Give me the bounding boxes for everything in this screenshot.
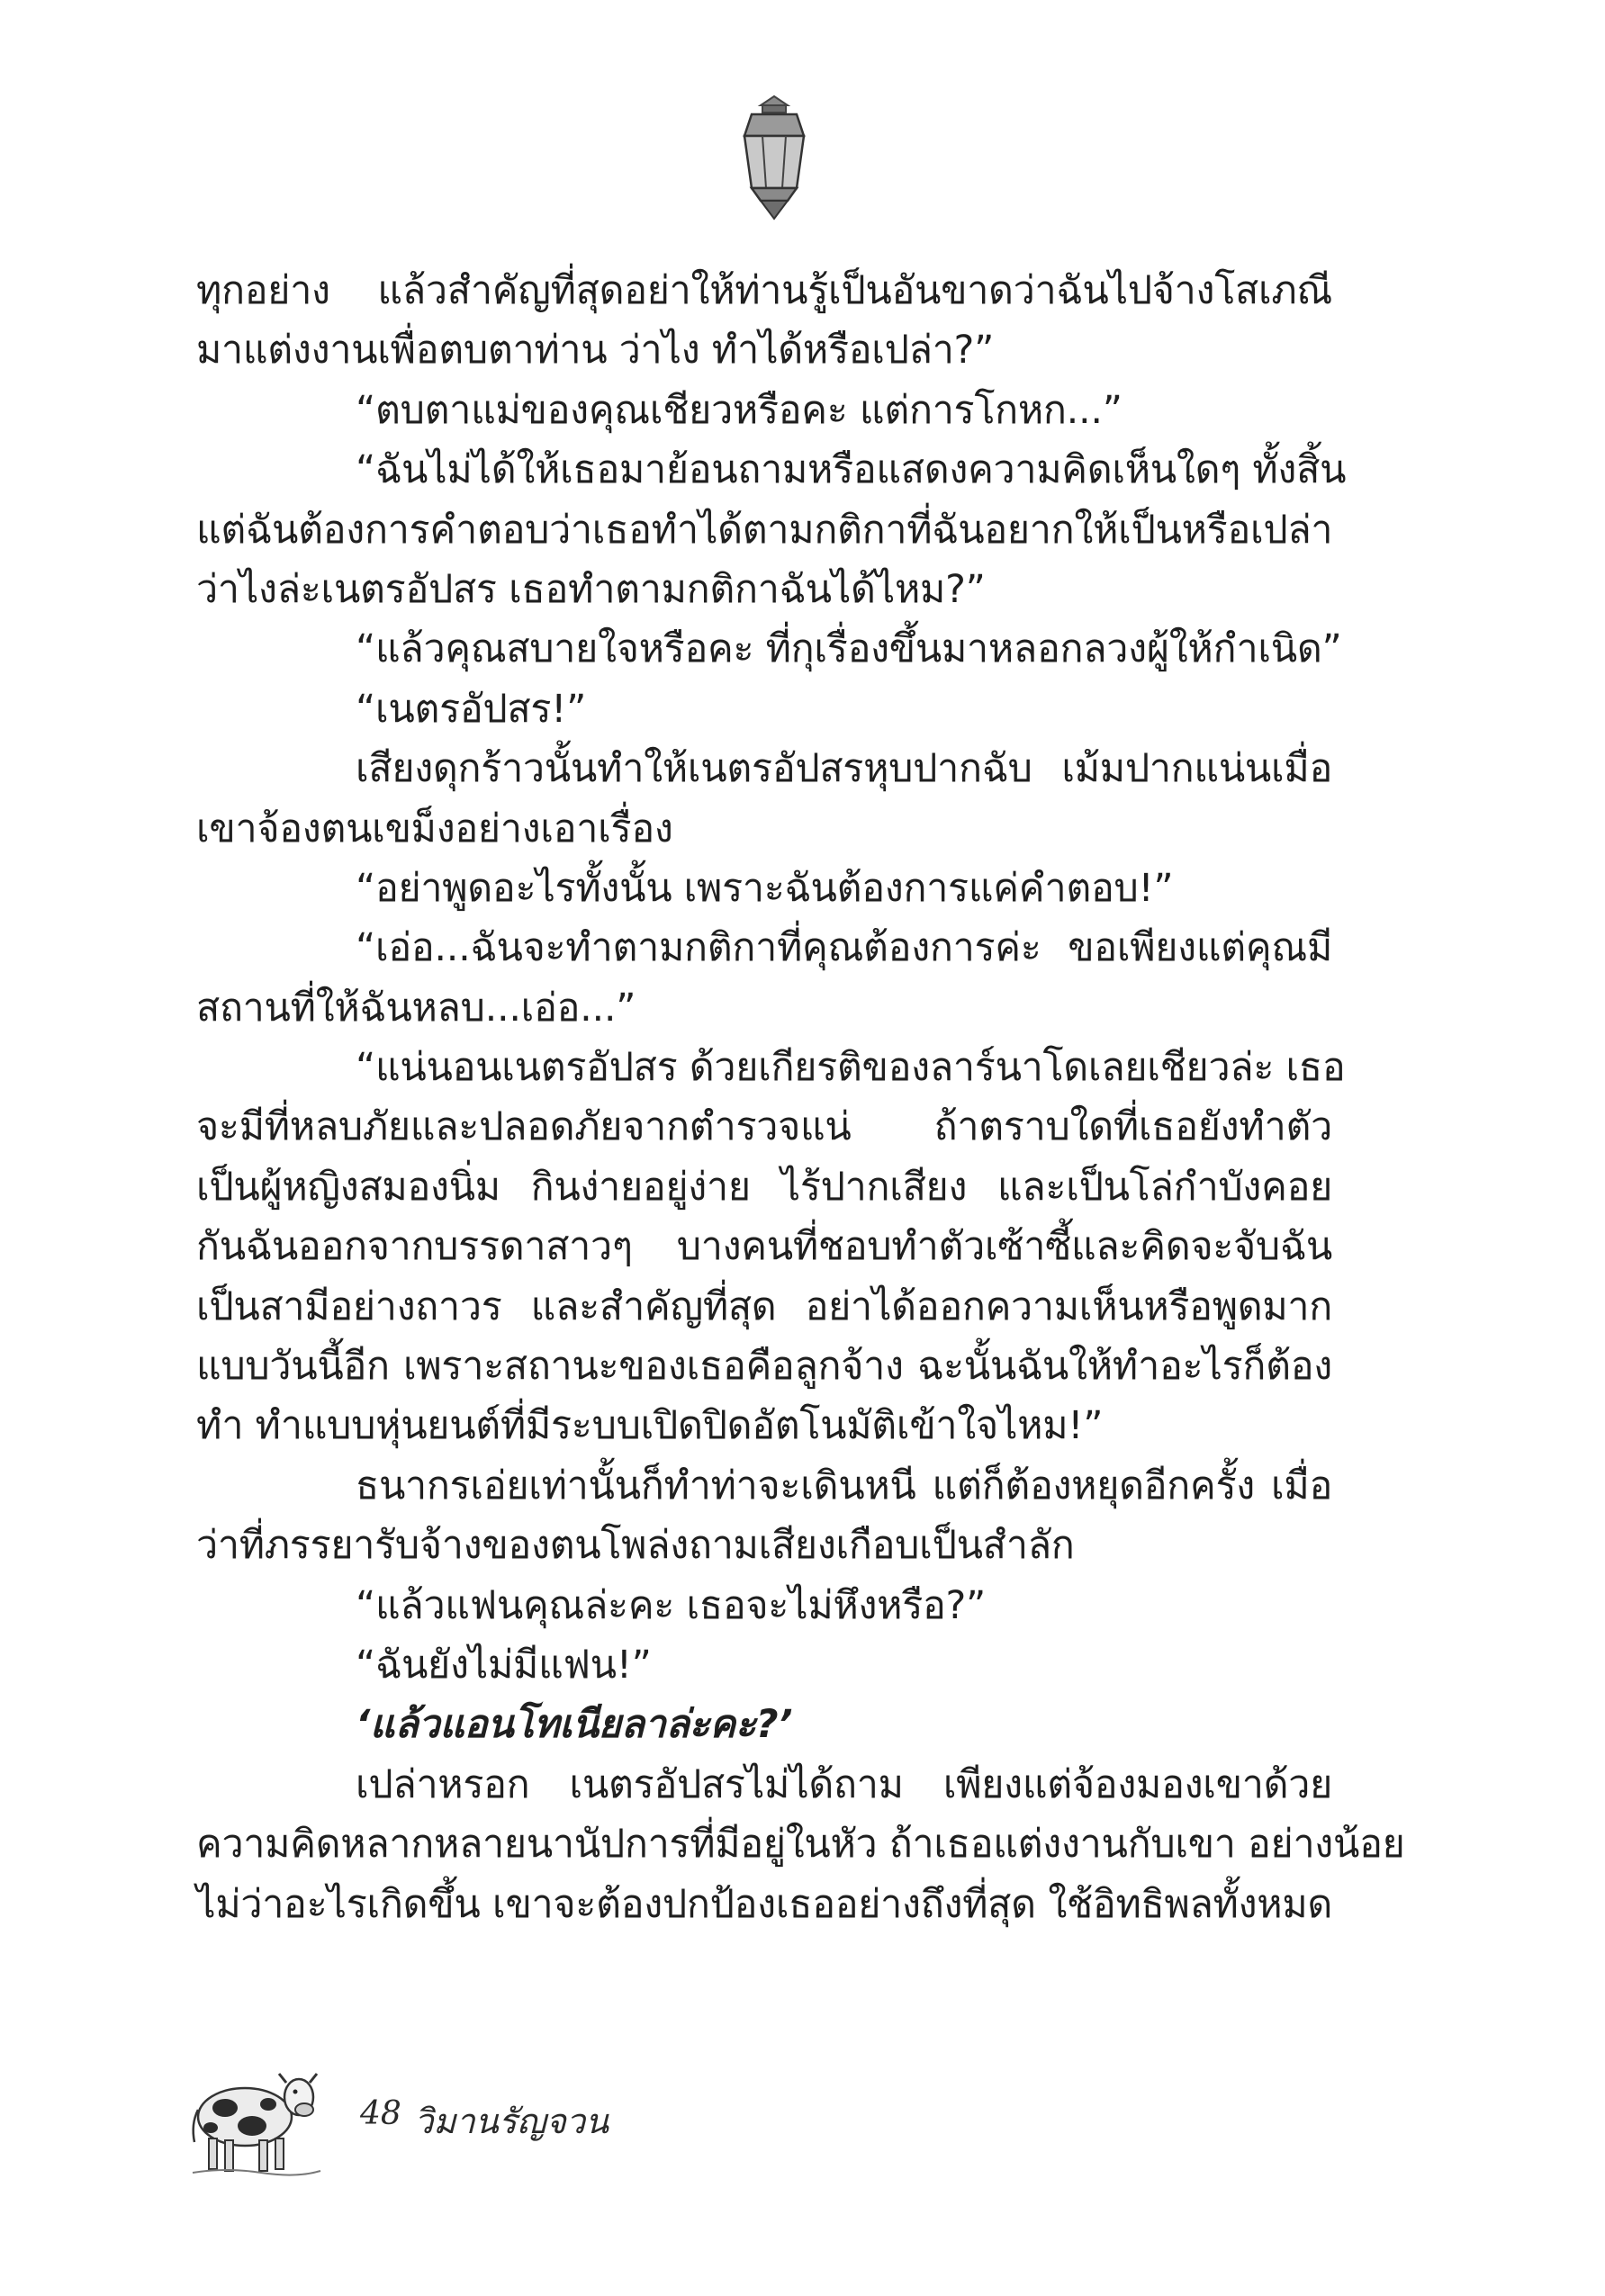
page-footer	[189, 2061, 819, 2187]
text-line: “อย่าพูดอะไรทั้งนั้น เพราะฉันต้องการแค่คำตอบ!”	[356, 865, 1174, 911]
text-line: ทุกอย่าง แล้วสำคัญที่สุดอย่าให้ท่านรู้เป็นอันขาดว่าฉันไปจ้างโสเภณี	[196, 268, 1332, 313]
text-line: “เอ่อ...ฉันจะทำตามกติกาที่คุณต้องการค่ะ ขอเพียงแต่คุณมี	[356, 925, 1332, 971]
text-line: จะมีที่หลบภัยและปลอดภัยจากตำรวจแน่ ถ้าตราบใดที่เธอยังทำตัว	[196, 1104, 1332, 1150]
page-body	[196, 261, 1405, 1934]
text-line: ความคิดหลากหลายนานัปการที่มีอยู่ในหัว ถ้าเธอแต่งงานกับเขา อย่างน้อย	[196, 1822, 1405, 1868]
text-line: “ฉันไม่ได้ให้เธอมาย้อนถามหรือแสดงความคิดเห็นใดๆ ทั้งสิ้น	[356, 447, 1347, 493]
text-line: มาแต่งงานเพื่อตบตาท่าน ว่าไง ทำได้หรือเปล่า?”	[196, 328, 995, 374]
text-line: “เนตรอัปสร!”	[356, 686, 587, 732]
text-line: ไม่ว่าอะไรเกิดขึ้น เขาจะต้องปกป้องเธออย่างถึงที่สุด ใช้อิทธิพลทั้งหมด	[196, 1881, 1332, 1927]
cow-icon	[189, 2061, 324, 2178]
page-number: 48	[360, 2095, 401, 2132]
text-line: เป็นผู้หญิงสมองนิ่ม กินง่ายอยู่ง่าย ไร้ปากเสียง และเป็นโล่กำบังคอย	[196, 1164, 1332, 1210]
text-line: เปล่าหรอก เนตรอัปสรไม่ได้ถาม เพียงแต่จ้องมองเขาด้วย	[356, 1761, 1332, 1807]
text-line-italic: ‘แล้วแอนโทเนียลาล่ะคะ?’	[356, 1702, 793, 1748]
text-line: “แน่นอนเนตรอัปสร ด้วยเกียรติของลาร์นาโดเลยเชียวล่ะ เธอ	[356, 1045, 1346, 1091]
text-line: ธนากรเอ่ยเท่านั้นก็ทำท่าจะเดินหนี แต่ก็ต้องหยุดอีกครั้ง เมื่อ	[356, 1463, 1332, 1508]
text-line: สถานที่ให้ฉันหลบ...เอ่อ...”	[196, 985, 636, 1031]
text-line: ว่าไงล่ะเนตรอัปสร เธอทำตามกติกาฉันได้ไหม?”	[196, 566, 986, 612]
book-title: วิมานรัญจวน	[414, 2102, 609, 2141]
text-line: กันฉันออกจากบรรดาสาวๆ บางคนที่ชอบทำตัวเซ้าซี้และคิดจะจับฉัน	[196, 1224, 1332, 1270]
text-line: “ฉันยังไม่มีแฟน!”	[356, 1642, 652, 1688]
text-line: “แล้วคุณสบายใจหรือคะ ที่กุเรื่องขึ้นมาหลอกลวงผู้ให้กำเนิด”	[356, 626, 1342, 672]
text-line: ว่าที่ภรรยารับจ้างของตนโพล่งถามเสียงเกือบเป็นสำลัก	[196, 1523, 1075, 1569]
lantern-icon	[734, 95, 815, 221]
text-line: เป็นสามีอย่างถาวร และสำคัญที่สุด อย่าได้ออกความเห็นหรือพูดมาก	[196, 1283, 1332, 1329]
text-line: ทำ ทำแบบหุ่นยนต์ที่มีระบบเปิดปิดอัตโนมัติเข้าใจไหม!”	[196, 1403, 1104, 1449]
text-line: แต่ฉันต้องการคำตอบว่าเธอทำได้ตามกติกาที่ฉันอยากให้เป็นหรือเปล่า	[196, 507, 1333, 553]
text-line: เสียงดุกร้าวนั้นทำให้เนตรอัปสรหุบปากฉับ เม้มปากแน่นเมื่อ	[356, 746, 1332, 792]
text-line: “แล้วแฟนคุณล่ะคะ เธอจะไม่หึงหรือ?”	[356, 1582, 987, 1628]
text-line: “ตบตาแม่ของคุณเชียวหรือคะ แต่การโกหก...”	[356, 387, 1123, 433]
text-line: เขาจ้องตนเขม็งอย่างเอาเรื่อง	[196, 806, 673, 851]
text-line: แบบวันนี้อีก เพราะสถานะของเธอคือลูกจ้าง ฉะนั้นฉันให้ทำอะไรก็ต้อง	[196, 1344, 1332, 1390]
